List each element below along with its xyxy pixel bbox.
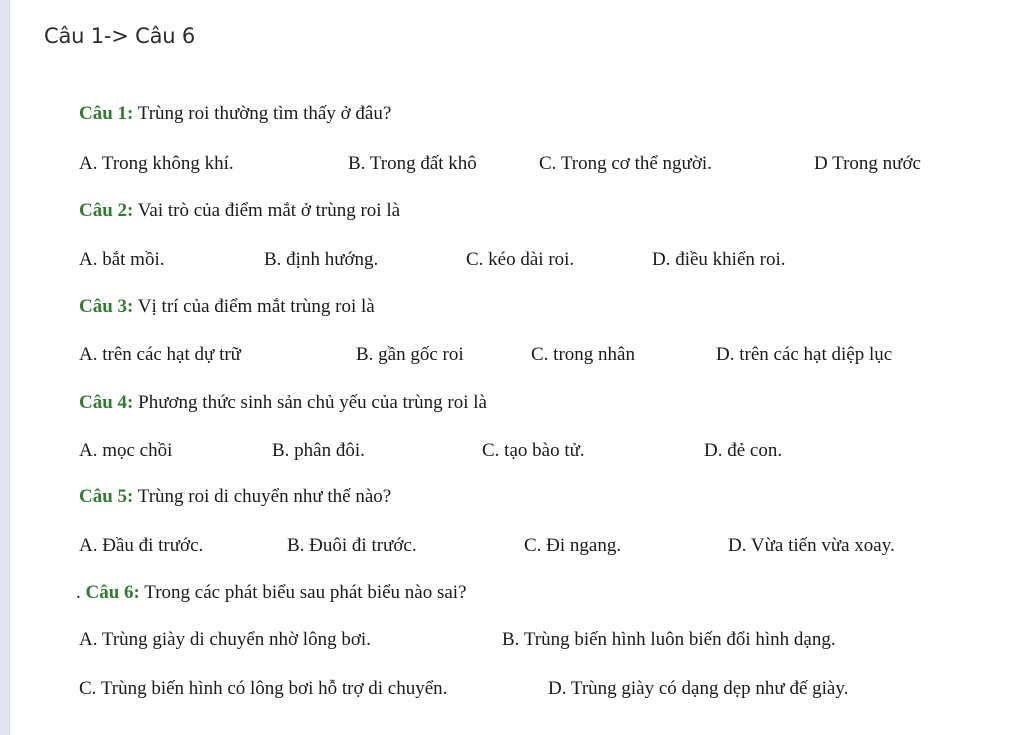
question-label: Câu 6: [85,582,140,603]
question-label: Câu 2: [79,200,134,221]
question-label: Câu 1: [79,103,134,124]
question-3 [79,296,375,318]
question-3-option-d: D. trên các hạt diệp lục [716,344,893,365]
question-label: Câu 3: [79,296,134,317]
question-5-option-a: A. Đầu đi trước. [79,535,204,556]
question-4 [79,392,487,414]
question-6-option-b: B. Trùng biến hình luôn biến đổi hình dạng. [502,629,836,650]
question-2 [79,200,400,222]
question-text: Vị trí của điểm mắt trùng roi là [137,296,375,317]
question-prefix: . [76,582,86,603]
question-text: Trùng roi di chuyển như thế nào? [137,486,392,507]
question-text: Vai trò của điểm mắt ở trùng roi là [137,200,401,221]
question-4-option-b: B. phân đôi. [272,440,365,461]
question-3-option-b: B. gần gốc roi [356,344,464,365]
question-label: Câu 5: [79,486,134,507]
question-text: Trùng roi thường tìm thấy ở đâu? [137,103,392,124]
question-text: Trong các phát biểu sau phát biểu nào sai? [144,582,467,603]
question-1-option-c: C. Trong cơ thể người. [539,153,712,174]
question-2-option-c: C. kéo dài roi. [466,249,575,270]
question-6-option-a: A. Trùng giày di chuyển nhờ lông bơi. [79,629,371,650]
question-6-option-d: D. Trùng giày có dạng dẹp như đế giày. [548,678,849,699]
left-border [0,0,10,735]
question-2-option-a: A. bắt mồi. [79,249,165,270]
question-5-option-b: B. Đuôi đi trước. [287,535,417,556]
question-3-option-c: C. trong nhân [531,344,635,365]
question-2-option-b: B. định hướng. [264,249,379,270]
question-1-option-b: B. Trong đất khô [348,153,477,174]
question-4-option-c: C. tạo bào tử. [482,440,585,461]
question-text: Phương thức sinh sản chủ yếu của trùng roi là [138,392,487,413]
question-4-option-a: A. mọc chồi [79,440,173,461]
question-1-option-a: A. Trong không khí. [79,153,234,174]
question-6 [76,582,467,604]
question-6-option-c: C. Trùng biến hình có lông bơi hỗ trợ di chuyển. [79,678,448,699]
question-label: Câu 4: [79,392,134,413]
question-4-option-d: D. đẻ con. [704,440,783,461]
question-1 [79,103,391,125]
question-2-option-d: D. điều khiển roi. [652,249,786,270]
question-5-option-d: D. Vừa tiến vừa xoay. [728,535,895,556]
question-1-option-d: D Trong nước [814,153,921,174]
question-5 [79,486,391,508]
page-title: Câu 1-> Câu 6 [44,24,196,48]
question-5-option-c: C. Đi ngang. [524,535,622,556]
question-3-option-a: A. trên các hạt dự trữ [79,344,241,365]
